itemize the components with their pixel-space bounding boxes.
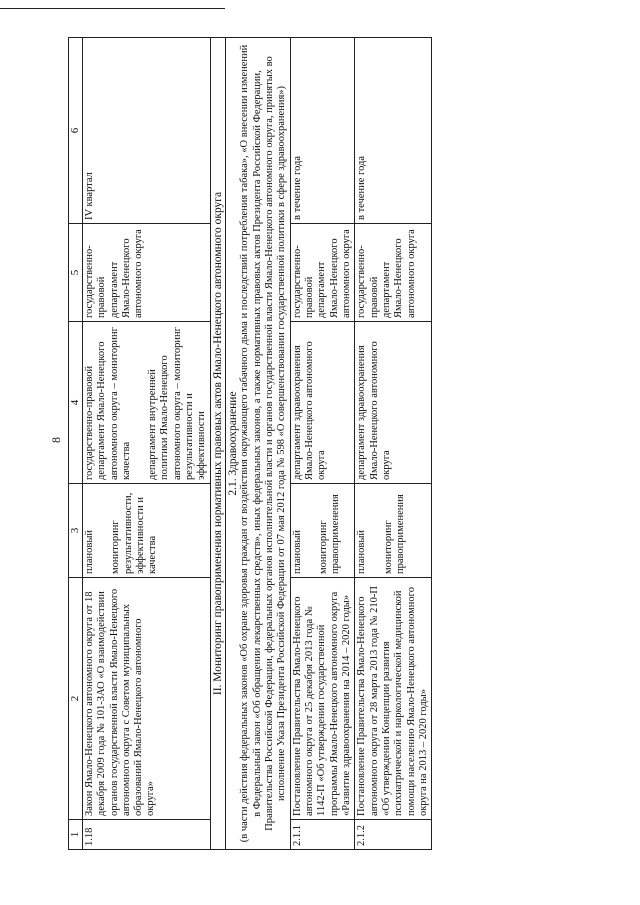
top-rule: [0, 8, 225, 9]
type-description: мониторинг правоприменения: [382, 494, 406, 574]
monitoring-type-cell: [83, 484, 211, 578]
executor-cell: департамент здравоохранения Ямало-Ненецкого автономного округа: [355, 322, 432, 484]
monitoring-plan-table: [68, 37, 432, 850]
executor-cell: [83, 322, 211, 484]
row-number: 1.18: [83, 820, 211, 850]
row-number: 2.1.2: [355, 820, 432, 850]
monitoring-type-cell: [355, 484, 432, 578]
rotated-page: [50, 38, 595, 850]
type-description: мониторинг результативности, эффективности и качества: [110, 492, 159, 574]
header-col-5: 5: [69, 224, 83, 322]
document-cell: Постановление Правительства Ямало-Ненецкого автономного округа от 28 марта 2013 года № 210-П «Об утверждении Концепции развития психиатрической и наркологической медицинской помощи населению Ямало-Ненецкого автономного округа на 2013 – 2020 годы»: [355, 578, 432, 820]
document-cell: Постановление Правительства Ямало-Ненецкого автономного округа от 25 декабря 2013 года № 1142-П «Об утверждении государственной программы Ямало-Ненецкого автономного округа «Развитие здравоохранения на 2014 – 2020 годы»: [290, 578, 354, 820]
row-number: 2.1.1: [290, 820, 354, 850]
subsection-text: (в части действия федеральных законов «Об охране здоровья граждан от воздействия окружающего табачного дыма и последствий потребления табака», «О внесении изменений в Федеральный закон «Об обращении лекарственных средств», иных федеральных законов, а также нормативных правовых актов Президента Российской Федерации, Правительства Российской Федерации, федеральных органов исполнительной власти и органов государственной власти Ямало-Ненецкого автономного округа, принятых во исполнение Указа Президента Российской Федерации от 07 мая 2012 года № 598 «О совершенствовании государственной политики в сфере здравоохранения»): [239, 44, 288, 843]
table-row-2-1-2: [355, 38, 432, 850]
header-col-2: 2: [69, 578, 83, 820]
executor-a: государственно-правовой департамент Ямало-Ненецкого автономного округа – мониторинг качества: [84, 327, 132, 480]
coexecutor-cell: государственно-правовой департамент Ямало-Ненецкого автономного округа: [355, 224, 432, 322]
term-cell: в течение года: [355, 38, 432, 224]
header-col-6: 6: [69, 38, 83, 224]
coexecutor-cell: государственно-правовой департамент Ямало-Ненецкого автономного округа: [83, 224, 211, 322]
monitoring-type-cell: [290, 484, 354, 578]
header-col-1: 1: [69, 820, 83, 850]
document-cell: Закон Ямало-Ненецкого автономного округа от 18 декабря 2009 года № 101-ЗАО «О взаимодействии органов государственной власти Ямало-Ненецкого автономного округа с Советом муниципальных образований Ямало-Ненецкого автономного округа»: [83, 578, 211, 820]
type-plan: плановый: [84, 529, 95, 574]
header-col-3: 3: [69, 484, 83, 578]
table-row-1-18: [83, 38, 211, 850]
header-row: [69, 38, 83, 850]
section-title: II. Мониторинг правоприменения нормативных правовых актов Ямало-Ненецкого автономного округа: [210, 38, 225, 850]
page-number: 8: [49, 437, 63, 443]
type-plan: плановый: [356, 529, 368, 574]
coexecutor-cell: государственно-правовой департамент Ямало-Ненецкого автономного округа: [290, 224, 354, 322]
header-col-4: 4: [69, 322, 83, 484]
term-cell: в течение года: [290, 38, 354, 224]
subsection-title: 2.1. Здравоохранение: [226, 391, 239, 496]
table-row-2-1-1: [290, 38, 354, 850]
executor-b: департамент внутренней политики Ямало-Ненецкого автономного округа – мониторинг результативности и эффективности: [147, 327, 208, 480]
term-cell: IV квартал: [83, 38, 211, 224]
executor-cell: департамент здравоохранения Ямало-Ненецкого автономного округа: [290, 322, 354, 484]
type-description: мониторинг правоприменения: [318, 494, 342, 574]
subsection-row: [225, 38, 290, 850]
type-plan: плановый: [291, 529, 303, 574]
section-row: [210, 38, 225, 850]
